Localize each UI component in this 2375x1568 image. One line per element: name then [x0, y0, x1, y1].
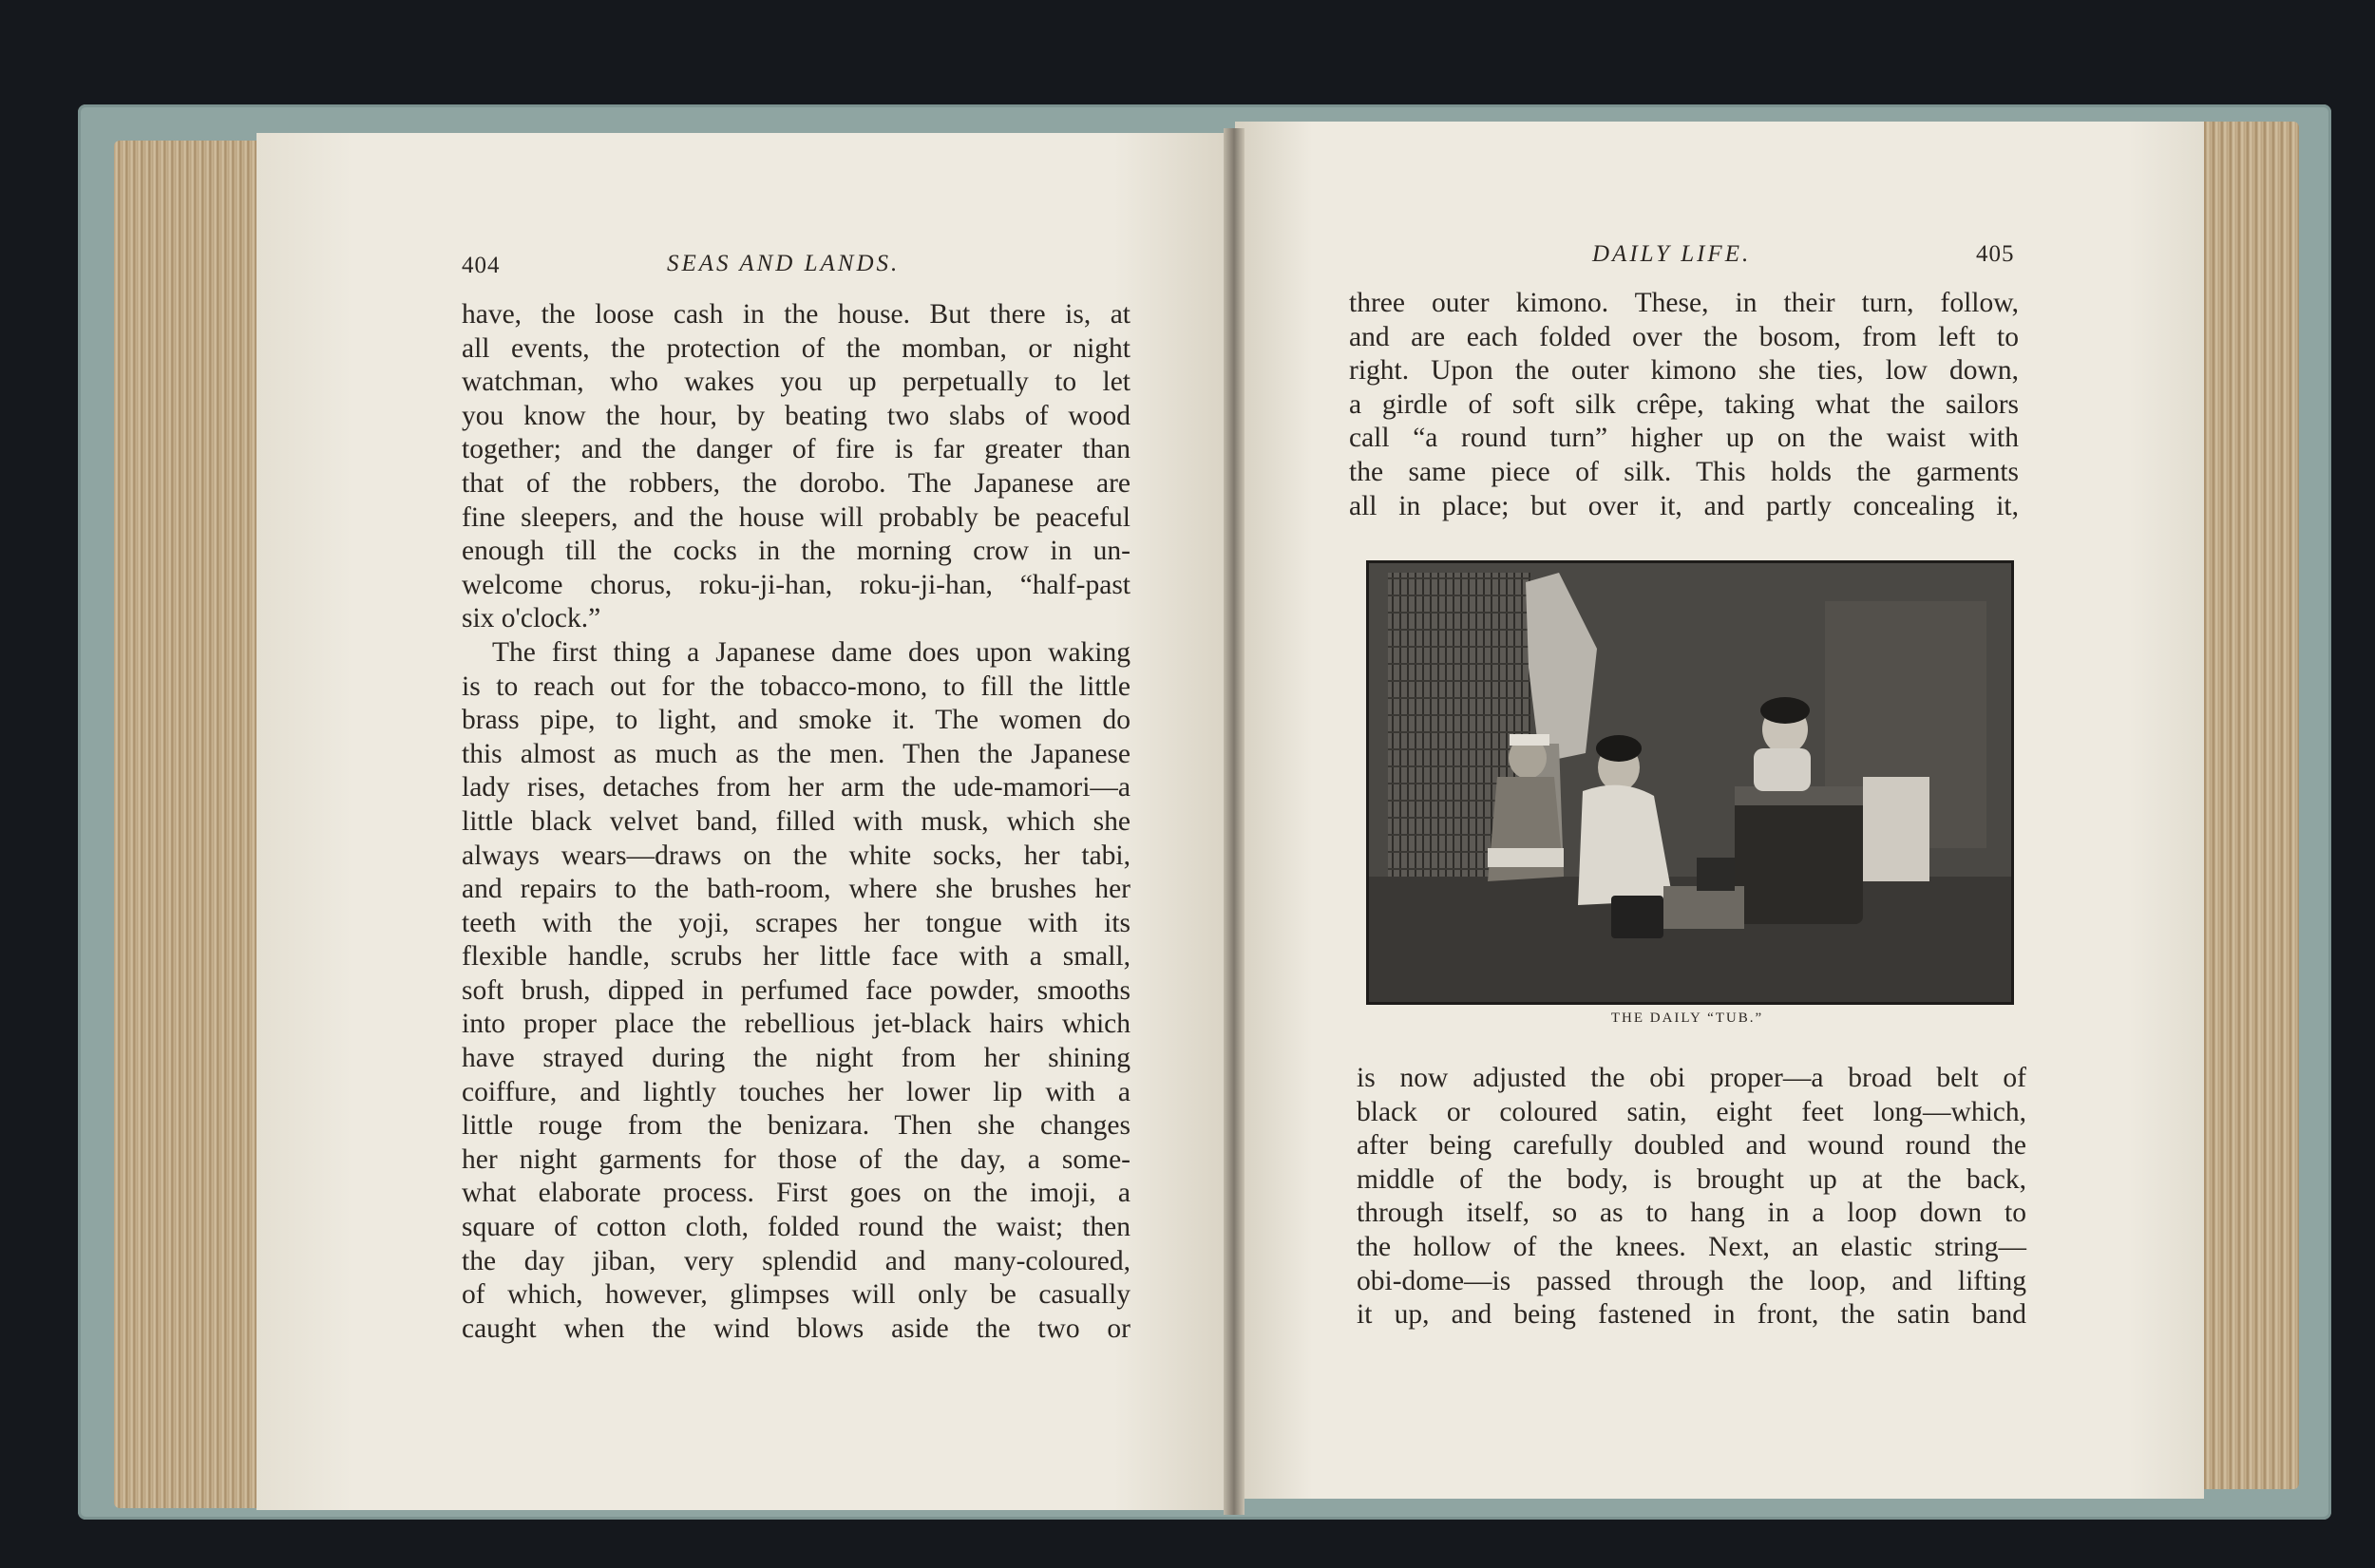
text-line: after being carefully doubled and wound round the [1357, 1130, 2026, 1162]
text-line: and are each folded over the bosom, from left to [1349, 321, 2019, 352]
text-line: watchman, who wakes you up perpetually to let [462, 367, 1130, 398]
text-line: and repairs to the bath-room, where she brushes her [462, 874, 1130, 905]
text-line: through itself, so as to hang in a loop down to [1357, 1198, 2026, 1229]
right-running-head: DAILY LIFE. [1592, 241, 1752, 267]
text-line: have, the loose cash in the house. But there is, at [462, 299, 1130, 330]
text-line: have strayed during the night from her shining [462, 1043, 1130, 1074]
text-line: the same piece of silk. This holds the garments [1349, 456, 2019, 487]
text-line: the hollow of the knees. Next, an elastic string— [1357, 1231, 2026, 1262]
text-line: The first thing a Japanese dame does upon waking [492, 636, 1130, 668]
text-line: what elaborate process. First goes on the imoji, a [462, 1178, 1130, 1209]
right-body-text-top [1349, 287, 2019, 523]
text-line: lady rises, detaches from her arm the ude-mamori—a [462, 772, 1130, 803]
page-edges-left [114, 141, 266, 1508]
text-line: call “a round turn” higher up on the waist with [1349, 423, 2019, 454]
text-line: middle of the body, is brought up at the back, [1357, 1163, 2026, 1195]
text-line: little black velvet band, filled with musk, which she [462, 805, 1130, 837]
text-line: always wears—draws on the white socks, her tabi, [462, 840, 1130, 871]
text-line: of which, however, glimpses will only be casually [462, 1279, 1130, 1311]
text-line: square of cotton cloth, folded round the waist; then [462, 1212, 1130, 1243]
text-line: you know the hour, by beating two slabs of wood [462, 400, 1130, 431]
text-line: is to reach out for the tobacco-mono, to fill the little [462, 671, 1130, 702]
text-line: enough till the cocks in the morning crow in un- [462, 536, 1130, 567]
text-line: black or coloured satin, eight feet long—which, [1357, 1096, 2026, 1127]
text-line: a girdle of soft silk crêpe, taking what the sailors [1349, 388, 2019, 420]
book-gutter [1224, 128, 1244, 1515]
text-line: together; and the danger of fire is far greater than [462, 434, 1130, 465]
text-line: that of the robbers, the dorobo. The Japanese are [462, 467, 1130, 499]
text-line: into proper place the rebellious jet-black hairs which [462, 1009, 1130, 1040]
text-line: caught when the wind blows aside the two or [462, 1313, 1130, 1344]
text-line: it up, and being fastened in front, the satin band [1357, 1299, 2026, 1331]
left-folio: 404 [462, 253, 501, 278]
text-line: brass pipe, to light, and smoke it. The women do [462, 705, 1130, 736]
text-line: all in place; but over it, and partly concealing it, [1349, 490, 2019, 521]
figure-caption: THE DAILY “TUB.” [1610, 1011, 1764, 1026]
right-body-text-bottom [1357, 1062, 2026, 1332]
text-line: six o'clock.” [462, 603, 601, 634]
text-line: little rouge from the benizara. Then she changes [462, 1110, 1130, 1142]
text-line: her night garments for those of the day, a some- [462, 1143, 1130, 1175]
text-line: fine sleepers, and the house will probably be peaceful [462, 501, 1130, 533]
text-line: three outer kimono. These, in their turn, follow, [1349, 288, 2019, 318]
text-line: the day jiban, very splendid and many-coloured, [462, 1245, 1130, 1276]
text-line: is now adjusted the obi proper—a broad belt of [1357, 1063, 2026, 1093]
text-line: coiffure, and lightly touches her lower lip with a [462, 1076, 1130, 1107]
text-line: welcome chorus, roku-ji-han, roku-ji-han, “half-past [462, 569, 1130, 600]
bath-scene-image [1369, 563, 2011, 1002]
text-line: right. Upon the outer kimono she ties, low down, [1349, 355, 2019, 387]
text-line: all events, the protection of the momban, or night [462, 332, 1130, 364]
right-folio: 405 [1976, 241, 2015, 267]
text-line: obi-dome—is passed through the loop, and lifting [1357, 1265, 2026, 1296]
left-running-head: SEAS AND LANDS. [667, 251, 901, 276]
text-line: flexible handle, scrubs her little face with a small, [462, 941, 1130, 973]
text-line: teeth with the yoji, scrapes her tongue with its [462, 907, 1130, 938]
illustration-daily-tub [1366, 560, 2014, 1005]
left-body-text [462, 298, 1130, 1346]
text-line: soft brush, dipped in perfumed face powder, smooths [462, 974, 1130, 1006]
text-line: this almost as much as the men. Then the Japanese [462, 738, 1130, 769]
